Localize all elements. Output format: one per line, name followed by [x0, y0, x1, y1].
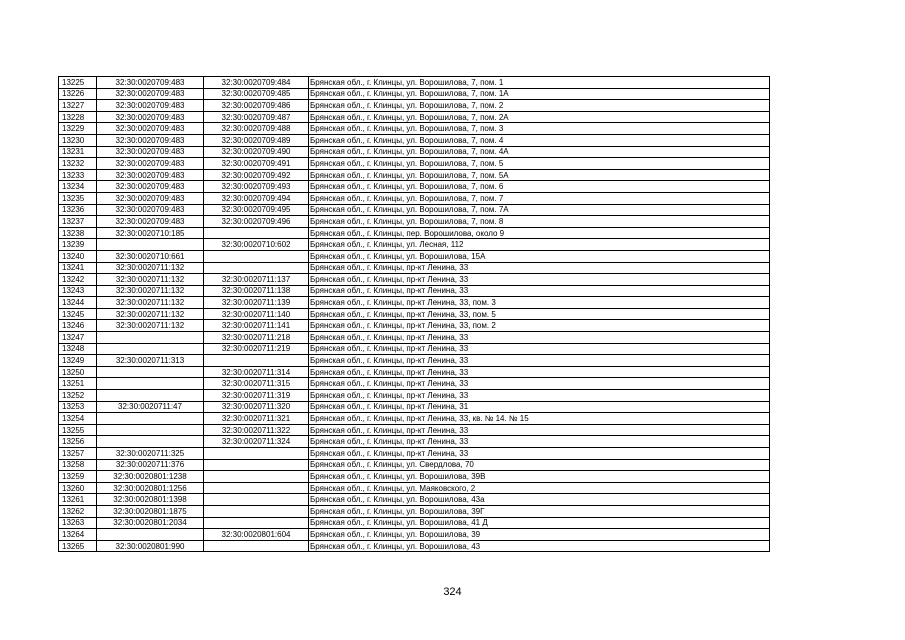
- cadastral-number-cell: 32:30:0020711:219: [204, 343, 309, 355]
- row-number-cell: 13255: [59, 424, 97, 436]
- address-cell: Брянская обл., г. Клинцы, пр-кт Ленина, 33: [309, 448, 770, 460]
- cadastral-number-cell: 32:30:0020711:139: [204, 297, 309, 309]
- table-row: [59, 181, 770, 193]
- row-number-cell: 13253: [59, 401, 97, 413]
- parent-cadastral-number-cell: [97, 378, 204, 390]
- row-number-cell: 13260: [59, 482, 97, 494]
- address-cell: Брянская обл., г. Клинцы, ул. Ворошилова, 7, пом. 1: [309, 77, 770, 89]
- table-row: [59, 355, 770, 367]
- parent-cadastral-number-cell: 32:30:0020710:661: [97, 250, 204, 262]
- address-cell: Брянская обл., г. Клинцы, пр-кт Ленина, 33: [309, 343, 770, 355]
- parent-cadastral-number-cell: [97, 413, 204, 425]
- table-row: [59, 401, 770, 413]
- parent-cadastral-number-cell: 32:30:0020711:132: [97, 320, 204, 332]
- row-number-cell: 13251: [59, 378, 97, 390]
- row-number-cell: 13252: [59, 390, 97, 402]
- address-cell: Брянская обл., г. Клинцы, ул. Ворошилова, 39В: [309, 471, 770, 483]
- address-cell: Брянская обл., г. Клинцы, пр-кт Ленина, 33: [309, 355, 770, 367]
- cadastral-number-cell: 32:30:0020711:321: [204, 413, 309, 425]
- address-cell: Брянская обл., г. Клинцы, ул. Ворошилова, 7, пом. 7А: [309, 204, 770, 216]
- cadastral-number-cell: [204, 471, 309, 483]
- parent-cadastral-number-cell: 32:30:0020801:1398: [97, 494, 204, 506]
- cadastral-number-cell: 32:30:0020709:486: [204, 100, 309, 112]
- cadastral-number-cell: [204, 250, 309, 262]
- cadastral-number-cell: 32:30:0020801:604: [204, 529, 309, 541]
- row-number-cell: 13227: [59, 100, 97, 112]
- address-cell: Брянская обл., г. Клинцы, ул. Ворошилова, 7, пом. 8: [309, 216, 770, 228]
- row-number-cell: 13247: [59, 332, 97, 344]
- parent-cadastral-number-cell: 32:30:0020801:1256: [97, 482, 204, 494]
- parent-cadastral-number-cell: 32:30:0020711:376: [97, 459, 204, 471]
- address-cell: Брянская обл., г. Клинцы, ул. Лесная, 112: [309, 239, 770, 251]
- row-number-cell: 13265: [59, 540, 97, 552]
- table-row: [59, 436, 770, 448]
- address-cell: Брянская обл., г. Клинцы, пр-кт Ленина, 33, пом. 3: [309, 297, 770, 309]
- cadastral-number-cell: [204, 459, 309, 471]
- table-row: [59, 274, 770, 286]
- parent-cadastral-number-cell: [97, 239, 204, 251]
- row-number-cell: 13240: [59, 250, 97, 262]
- cadastral-number-cell: 32:30:0020709:493: [204, 181, 309, 193]
- row-number-cell: 13225: [59, 77, 97, 89]
- row-number-cell: 13233: [59, 169, 97, 181]
- table-row: [59, 332, 770, 344]
- cadastral-number-cell: 32:30:0020709:489: [204, 134, 309, 146]
- cadastral-number-cell: 32:30:0020709:488: [204, 123, 309, 135]
- cadastral-number-cell: 32:30:0020711:218: [204, 332, 309, 344]
- row-number-cell: 13230: [59, 134, 97, 146]
- parent-cadastral-number-cell: 32:30:0020711:132: [97, 274, 204, 286]
- row-number-cell: 13232: [59, 158, 97, 170]
- table-row: [59, 216, 770, 228]
- parent-cadastral-number-cell: [97, 343, 204, 355]
- table-row: [59, 482, 770, 494]
- cadastral-number-cell: 32:30:0020711:322: [204, 424, 309, 436]
- address-cell: Брянская обл., г. Клинцы, ул. Ворошилова, 39Г: [309, 505, 770, 517]
- parent-cadastral-number-cell: 32:30:0020709:483: [97, 181, 204, 193]
- parent-cadastral-number-cell: 32:30:0020709:483: [97, 158, 204, 170]
- address-cell: Брянская обл., г. Клинцы, пр-кт Ленина, 33: [309, 332, 770, 344]
- address-cell: Брянская обл., г. Клинцы, ул. Ворошилова, 7, пом. 2А: [309, 111, 770, 123]
- parent-cadastral-number-cell: 32:30:0020711:325: [97, 448, 204, 460]
- registry-table: [58, 76, 770, 552]
- address-cell: Брянская обл., г. Клинцы, пр-кт Ленина, 33: [309, 366, 770, 378]
- row-number-cell: 13234: [59, 181, 97, 193]
- row-number-cell: 13263: [59, 517, 97, 529]
- cadastral-number-cell: [204, 517, 309, 529]
- row-number-cell: 13264: [59, 529, 97, 541]
- table-row: [59, 239, 770, 251]
- cadastral-number-cell: 32:30:0020710:602: [204, 239, 309, 251]
- address-cell: Брянская обл., г. Клинцы, пр-кт Ленина, 33, пом. 5: [309, 308, 770, 320]
- table-row: [59, 540, 770, 552]
- cadastral-number-cell: 32:30:0020711:320: [204, 401, 309, 413]
- row-number-cell: 13262: [59, 505, 97, 517]
- address-cell: Брянская обл., г. Клинцы, ул. Маяковского, 2: [309, 482, 770, 494]
- table-row: [59, 77, 770, 89]
- cadastral-number-cell: [204, 482, 309, 494]
- parent-cadastral-number-cell: 32:30:0020709:483: [97, 134, 204, 146]
- address-cell: Брянская обл., г. Клинцы, ул. Ворошилова, 41 Д: [309, 517, 770, 529]
- table-row: [59, 343, 770, 355]
- address-cell: Брянская обл., г. Клинцы, ул. Ворошилова, 15А: [309, 250, 770, 262]
- address-cell: Брянская обл., г. Клинцы, пр-кт Ленина, 33: [309, 424, 770, 436]
- row-number-cell: 13237: [59, 216, 97, 228]
- cadastral-number-cell: 32:30:0020709:487: [204, 111, 309, 123]
- table-row: [59, 88, 770, 100]
- address-cell: Брянская обл., г. Клинцы, пр-кт Ленина, 33: [309, 274, 770, 286]
- cadastral-number-cell: 32:30:0020711:141: [204, 320, 309, 332]
- table-row: [59, 424, 770, 436]
- row-number-cell: 13235: [59, 192, 97, 204]
- table-row: [59, 320, 770, 332]
- row-number-cell: 13238: [59, 227, 97, 239]
- table-row: [59, 505, 770, 517]
- parent-cadastral-number-cell: 32:30:0020709:483: [97, 204, 204, 216]
- table-row: [59, 146, 770, 158]
- address-cell: Брянская обл., г. Клинцы, ул. Ворошилова, 7, пом. 1А: [309, 88, 770, 100]
- row-number-cell: 13245: [59, 308, 97, 320]
- cadastral-number-cell: 32:30:0020709:496: [204, 216, 309, 228]
- address-cell: Брянская обл., г. Клинцы, пр-кт Ленина, 33: [309, 378, 770, 390]
- cadastral-number-cell: [204, 505, 309, 517]
- address-cell: Брянская обл., г. Клинцы, ул. Ворошилова, 7, пом. 7: [309, 192, 770, 204]
- address-cell: Брянская обл., г. Клинцы, пр-кт Ленина, 33: [309, 285, 770, 297]
- parent-cadastral-number-cell: [97, 424, 204, 436]
- table-row: [59, 529, 770, 541]
- page-number: 324: [443, 586, 462, 598]
- table-body: [59, 77, 770, 552]
- address-cell: Брянская обл., г. Клинцы, пр-кт Ленина, 31: [309, 401, 770, 413]
- row-number-cell: 13256: [59, 436, 97, 448]
- table-row: [59, 366, 770, 378]
- cadastral-number-cell: 32:30:0020709:492: [204, 169, 309, 181]
- address-cell: Брянская обл., г. Клинцы, ул. Свердлова, 70: [309, 459, 770, 471]
- row-number-cell: 13243: [59, 285, 97, 297]
- cadastral-number-cell: 32:30:0020709:484: [204, 77, 309, 89]
- table-row: [59, 192, 770, 204]
- parent-cadastral-number-cell: [97, 366, 204, 378]
- cadastral-number-cell: 32:30:0020711:137: [204, 274, 309, 286]
- address-cell: Брянская обл., г. Клинцы, ул. Ворошилова, 7, пом. 4А: [309, 146, 770, 158]
- parent-cadastral-number-cell: 32:30:0020709:483: [97, 88, 204, 100]
- row-number-cell: 13236: [59, 204, 97, 216]
- table-row: [59, 494, 770, 506]
- cadastral-number-cell: [204, 262, 309, 274]
- cadastral-number-cell: 32:30:0020709:495: [204, 204, 309, 216]
- parent-cadastral-number-cell: 32:30:0020711:132: [97, 308, 204, 320]
- row-number-cell: 13239: [59, 239, 97, 251]
- cadastral-number-cell: 32:30:0020709:490: [204, 146, 309, 158]
- table-row: [59, 471, 770, 483]
- row-number-cell: 13228: [59, 111, 97, 123]
- table-row: [59, 158, 770, 170]
- cadastral-number-cell: 32:30:0020709:491: [204, 158, 309, 170]
- table-row: [59, 413, 770, 425]
- row-number-cell: 13258: [59, 459, 97, 471]
- parent-cadastral-number-cell: 32:30:0020711:132: [97, 262, 204, 274]
- parent-cadastral-number-cell: 32:30:0020801:1875: [97, 505, 204, 517]
- row-number-cell: 13231: [59, 146, 97, 158]
- parent-cadastral-number-cell: 32:30:0020709:483: [97, 77, 204, 89]
- table-row: [59, 111, 770, 123]
- cadastral-number-cell: [204, 540, 309, 552]
- parent-cadastral-number-cell: [97, 332, 204, 344]
- parent-cadastral-number-cell: 32:30:0020801:990: [97, 540, 204, 552]
- parent-cadastral-number-cell: [97, 390, 204, 402]
- address-cell: Брянская обл., г. Клинцы, ул. Ворошилова, 39: [309, 529, 770, 541]
- address-cell: Брянская обл., г. Клинцы, ул. Ворошилова, 43: [309, 540, 770, 552]
- address-cell: Брянская обл., г. Клинцы, ул. Ворошилова, 7, пом. 2: [309, 100, 770, 112]
- table-row: [59, 308, 770, 320]
- cadastral-number-cell: 32:30:0020711:315: [204, 378, 309, 390]
- table-row: [59, 390, 770, 402]
- cadastral-number-cell: 32:30:0020711:138: [204, 285, 309, 297]
- table-row: [59, 378, 770, 390]
- row-number-cell: 13249: [59, 355, 97, 367]
- table-row: [59, 285, 770, 297]
- row-number-cell: 13242: [59, 274, 97, 286]
- cadastral-number-cell: [204, 448, 309, 460]
- cadastral-number-cell: [204, 494, 309, 506]
- parent-cadastral-number-cell: 32:30:0020801:2034: [97, 517, 204, 529]
- address-cell: Брянская обл., г. Клинцы, пр-кт Ленина, 33: [309, 262, 770, 274]
- row-number-cell: 13254: [59, 413, 97, 425]
- row-number-cell: 13259: [59, 471, 97, 483]
- cadastral-number-cell: 32:30:0020709:485: [204, 88, 309, 100]
- table-row: [59, 123, 770, 135]
- parent-cadastral-number-cell: 32:30:0020709:483: [97, 216, 204, 228]
- row-number-cell: 13226: [59, 88, 97, 100]
- parent-cadastral-number-cell: 32:30:0020711:132: [97, 285, 204, 297]
- table-row: [59, 459, 770, 471]
- address-cell: Брянская обл., г. Клинцы, ул. Ворошилова, 7, пом. 3: [309, 123, 770, 135]
- parent-cadastral-number-cell: 32:30:0020711:132: [97, 297, 204, 309]
- address-cell: Брянская обл., г. Клинцы, пер. Ворошилова, около 9: [309, 227, 770, 239]
- table-row: [59, 448, 770, 460]
- table-row: [59, 100, 770, 112]
- parent-cadastral-number-cell: 32:30:0020711:47: [97, 401, 204, 413]
- row-number-cell: 13261: [59, 494, 97, 506]
- table-row: [59, 297, 770, 309]
- row-number-cell: 13229: [59, 123, 97, 135]
- address-cell: Брянская обл., г. Клинцы, ул. Ворошилова, 7, пом. 5: [309, 158, 770, 170]
- address-cell: Брянская обл., г. Клинцы, ул. Ворошилова, 7, пом. 6: [309, 181, 770, 193]
- cadastral-number-cell: 32:30:0020711:140: [204, 308, 309, 320]
- address-cell: Брянская обл., г. Клинцы, пр-кт Ленина, 33, кв. № 14. № 15: [309, 413, 770, 425]
- cadastral-number-cell: 32:30:0020709:494: [204, 192, 309, 204]
- cadastral-number-cell: 32:30:0020711:324: [204, 436, 309, 448]
- table-row: [59, 262, 770, 274]
- address-cell: Брянская обл., г. Клинцы, ул. Ворошилова, 43а: [309, 494, 770, 506]
- parent-cadastral-number-cell: 32:30:0020709:483: [97, 146, 204, 158]
- parent-cadastral-number-cell: 32:30:0020709:483: [97, 123, 204, 135]
- address-cell: Брянская обл., г. Клинцы, пр-кт Ленина, 33: [309, 390, 770, 402]
- parent-cadastral-number-cell: 32:30:0020709:483: [97, 169, 204, 181]
- address-cell: Брянская обл., г. Клинцы, пр-кт Ленина, 33, пом. 2: [309, 320, 770, 332]
- cadastral-number-cell: [204, 355, 309, 367]
- row-number-cell: 13241: [59, 262, 97, 274]
- row-number-cell: 13250: [59, 366, 97, 378]
- parent-cadastral-number-cell: 32:30:0020709:483: [97, 192, 204, 204]
- parent-cadastral-number-cell: 32:30:0020709:483: [97, 111, 204, 123]
- table-row: [59, 134, 770, 146]
- row-number-cell: 13246: [59, 320, 97, 332]
- row-number-cell: 13244: [59, 297, 97, 309]
- parent-cadastral-number-cell: 32:30:0020711:313: [97, 355, 204, 367]
- cadastral-number-cell: [204, 227, 309, 239]
- address-cell: Брянская обл., г. Клинцы, пр-кт Ленина, 33: [309, 436, 770, 448]
- table-row: [59, 227, 770, 239]
- row-number-cell: 13248: [59, 343, 97, 355]
- table-row: [59, 517, 770, 529]
- cadastral-number-cell: 32:30:0020711:314: [204, 366, 309, 378]
- cadastral-number-cell: 32:30:0020711:319: [204, 390, 309, 402]
- table-row: [59, 204, 770, 216]
- parent-cadastral-number-cell: [97, 529, 204, 541]
- table-row: [59, 169, 770, 181]
- parent-cadastral-number-cell: 32:30:0020710:185: [97, 227, 204, 239]
- parent-cadastral-number-cell: [97, 436, 204, 448]
- parent-cadastral-number-cell: 32:30:0020801:1238: [97, 471, 204, 483]
- parent-cadastral-number-cell: 32:30:0020709:483: [97, 100, 204, 112]
- address-cell: Брянская обл., г. Клинцы, ул. Ворошилова, 7, пом. 5А: [309, 169, 770, 181]
- address-cell: Брянская обл., г. Клинцы, ул. Ворошилова, 7, пом. 4: [309, 134, 770, 146]
- row-number-cell: 13257: [59, 448, 97, 460]
- table-row: [59, 250, 770, 262]
